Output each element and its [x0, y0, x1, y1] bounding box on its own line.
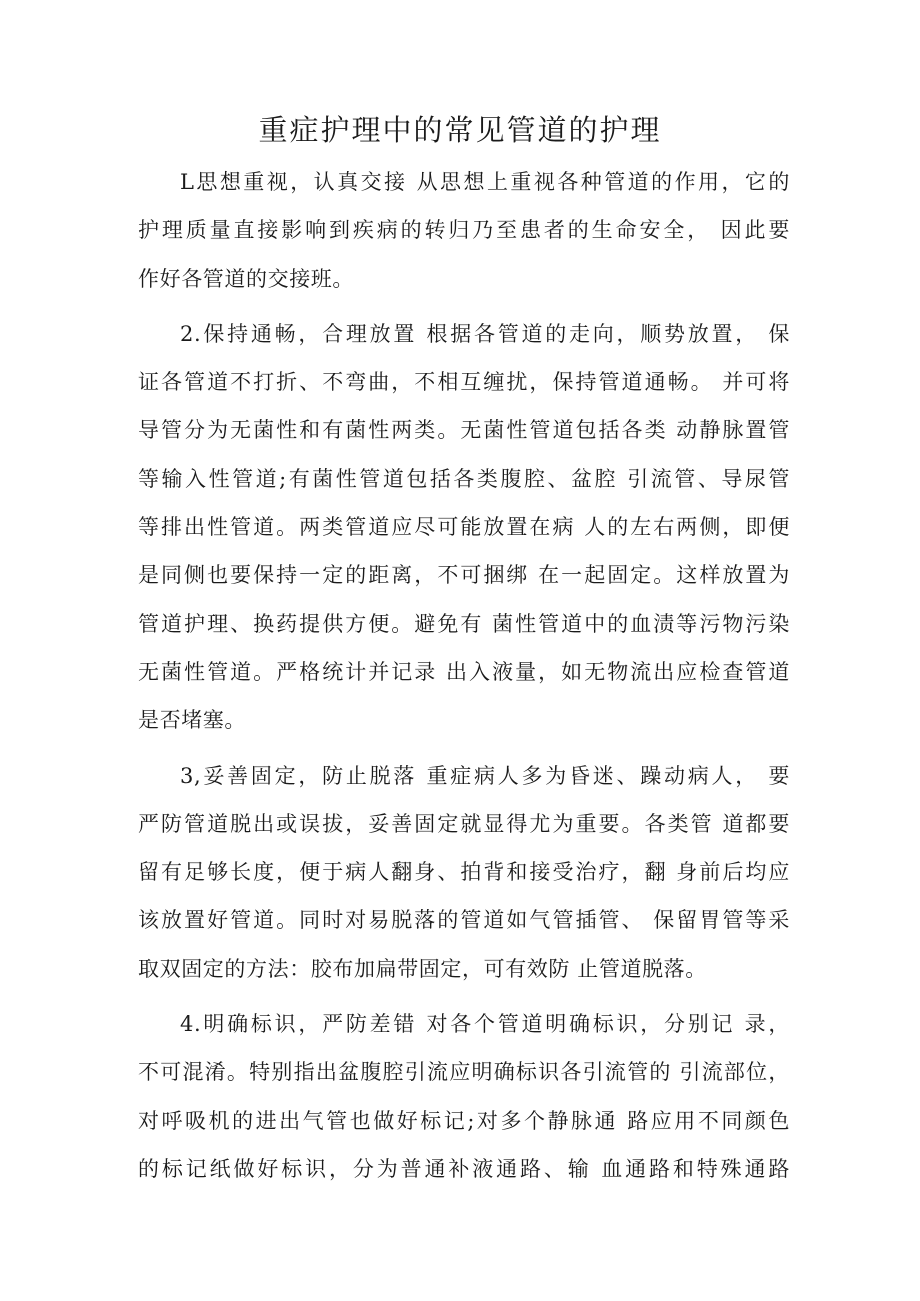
- paragraph-4: [138, 1000, 790, 1193]
- text-line: 导管分为无菌性和有菌性两类。无菌性管道包括各类 动静脉置管: [138, 418, 790, 443]
- text-line: 护理质量直接影响到疾病的转归乃至患者的生命安全， 因此要: [138, 218, 790, 243]
- text-line: 不可混淆。特别指出盆腹腔引流应明确标识各引流管的 引流部位，: [138, 1060, 790, 1085]
- text-line: 作好各管道的交接班。: [138, 266, 354, 291]
- text-line: 3,妥善固定，防止脱落 重症病人多为昏迷、躁动病人， 要: [180, 763, 790, 788]
- text-line: 2.保持通畅，合理放置 根据各管道的走向，顺势放置， 保: [180, 321, 790, 346]
- text-line: L思想重视，认真交接 从思想上重视各种管道的作用，它的: [180, 170, 790, 194]
- document-title: 重症护理中的常见管道的护理: [258, 113, 662, 147]
- text-line: 的标记纸做好标识，分为普通补液通路、输 血通路和特殊通路: [138, 1156, 790, 1181]
- text-line: 无菌性管道。严格统计并记录 出入液量，如无物流出应检查管道: [138, 659, 790, 684]
- text-line: 等排出性管道。两类管道应尽可能放置在病 人的左右两侧，即便: [138, 515, 790, 540]
- text-line: 对呼吸机的进出气管也做好标记;对多个静脉通 路应用不同颜色: [138, 1108, 790, 1133]
- text-line: 严防管道脱出或误拔，妥善固定就显得尤为重要。各类管 道都要: [138, 811, 790, 836]
- text-line: 是否堵塞。: [138, 708, 246, 733]
- document-body: [138, 158, 790, 1193]
- text-line: 证各管道不打折、不弯曲，不相互缠扰，保持管道通畅。 并可将: [138, 370, 790, 395]
- text-line: 4.明确标识，严防差错 对各个管道明确标识，分别记 录，: [180, 1012, 790, 1037]
- text-line: 是同侧也要保持一定的距离，不可捆绑 在一起固定。这样放置为: [138, 563, 790, 588]
- text-line: 等输入性管道;有菌性管道包括各类腹腔、盆腔 引流管、导尿管: [138, 466, 790, 491]
- text-line: 管道护理、换药提供方便。避免有 菌性管道中的血渍等污物污染: [138, 611, 790, 636]
- text-line: 该放置好管道。同时对易脱落的管道如气管插管、 保留胃管等采: [138, 908, 790, 933]
- text-line: 留有足够长度，便于病人翻身、拍背和接受治疗，翻 身前后均应: [138, 860, 790, 885]
- paragraph-2: [138, 310, 790, 745]
- text-line: 取双固定的方法：胶布加扁带固定，可有效防 止管道脱落。: [138, 956, 707, 981]
- paragraph-1: [138, 158, 790, 303]
- paragraph-3: [138, 752, 790, 993]
